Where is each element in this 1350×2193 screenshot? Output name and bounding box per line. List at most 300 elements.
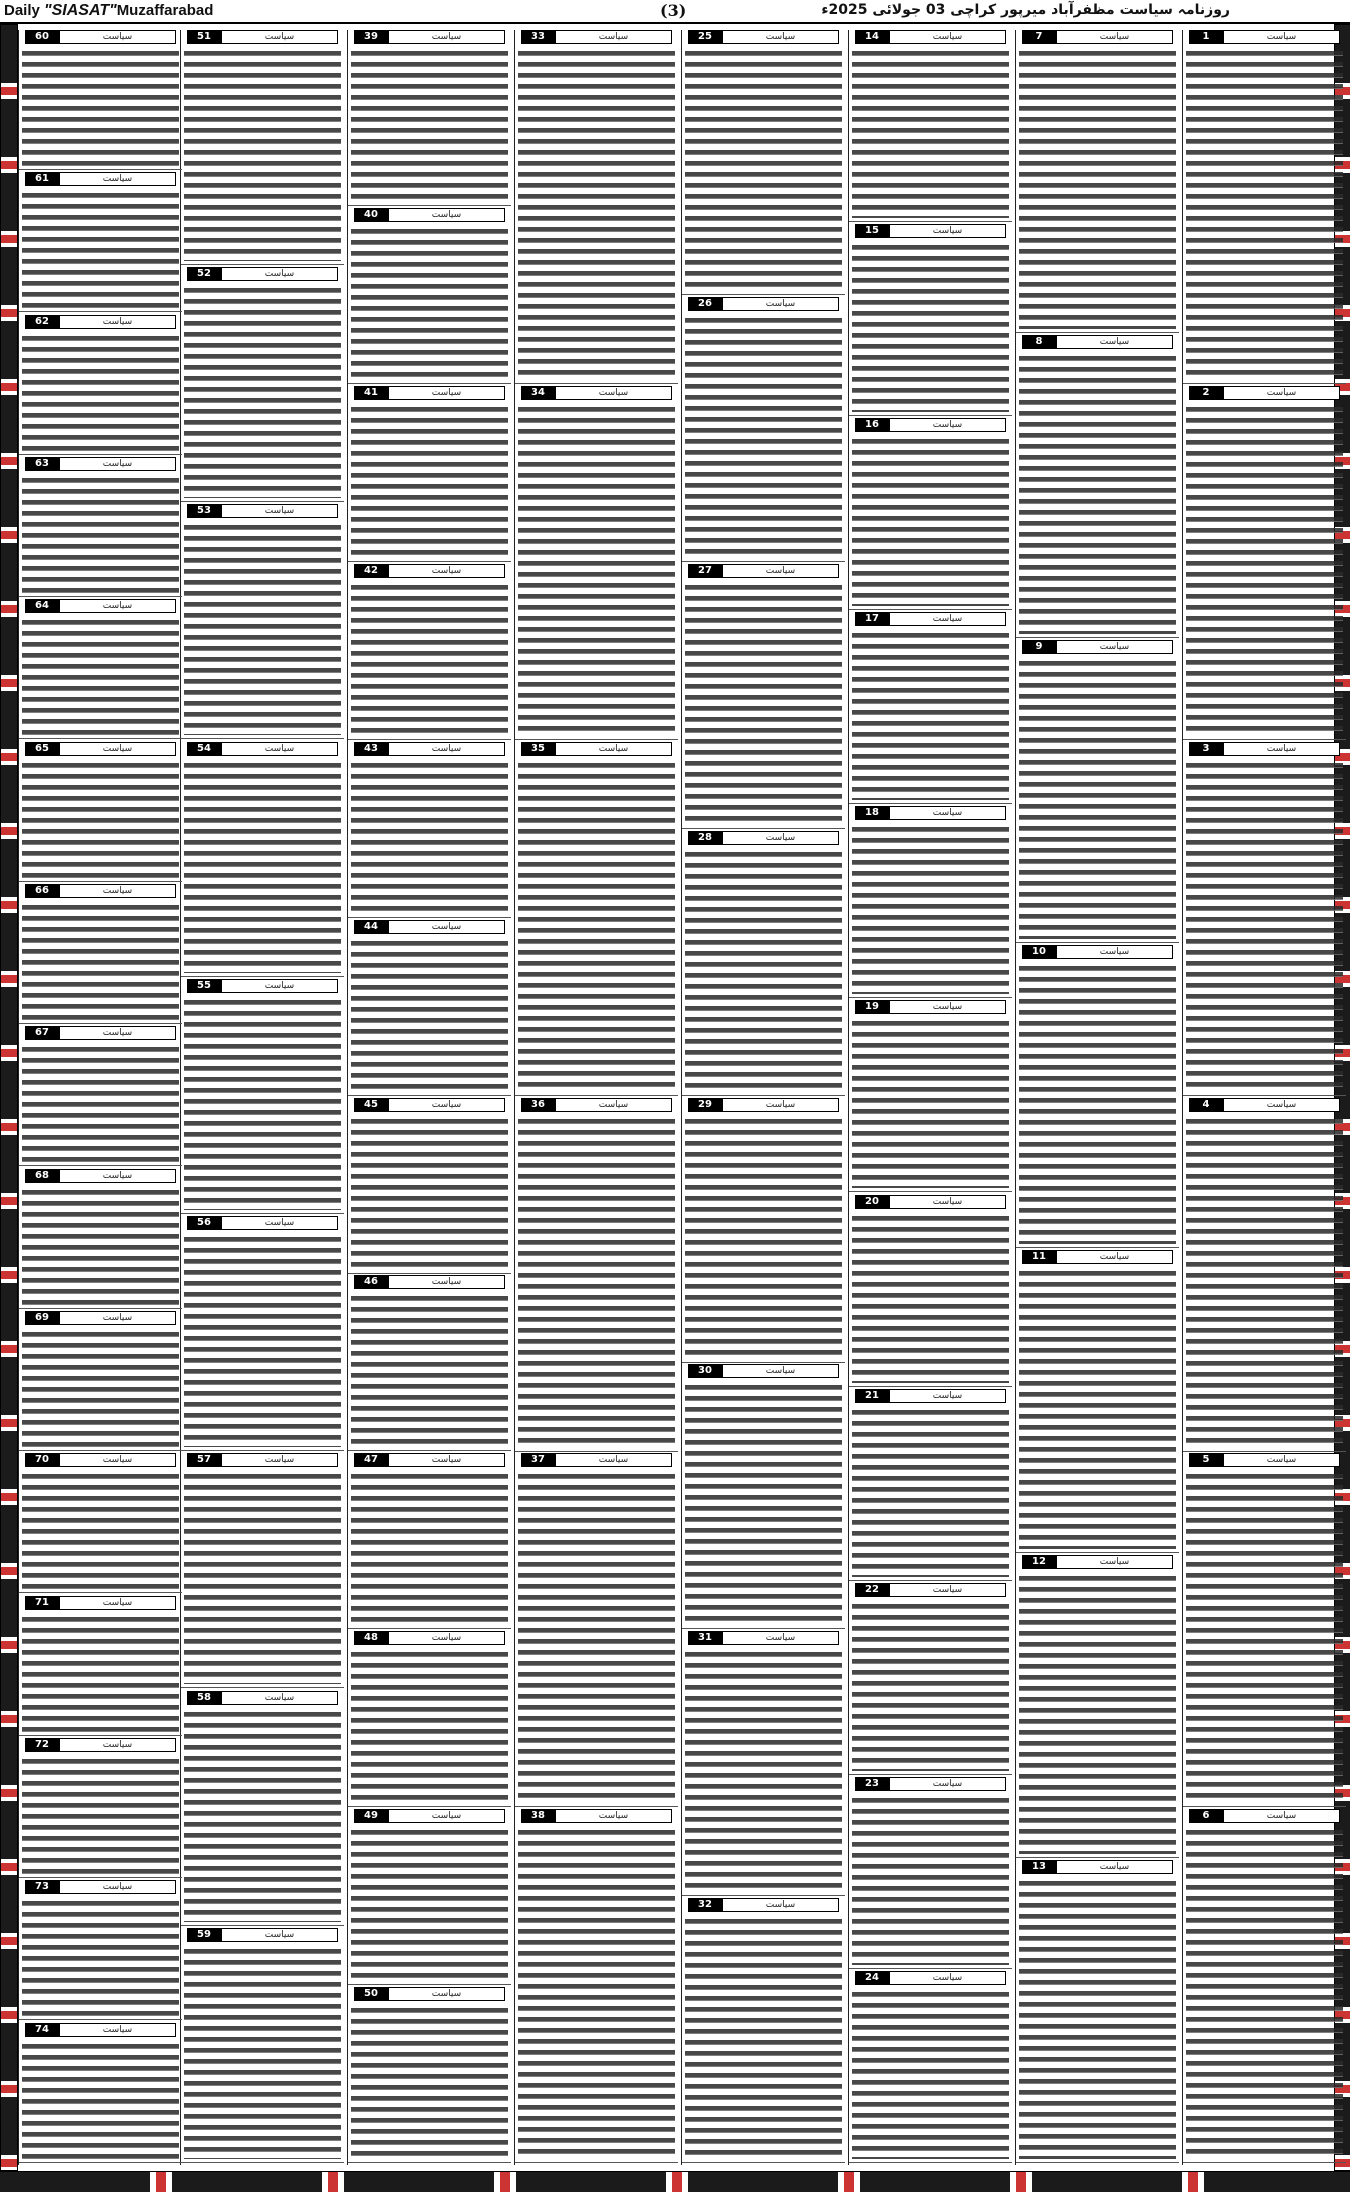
ad-separator	[181, 738, 344, 739]
ad-number: 32	[688, 1898, 722, 1912]
ad-label: سیاست	[889, 1000, 1006, 1014]
ad-separator	[19, 1592, 182, 1593]
ad-number: 60	[25, 30, 59, 44]
ad-label: سیاست	[221, 742, 338, 756]
ad-label: سیاست	[388, 1275, 505, 1289]
ad-header	[25, 599, 176, 613]
ad-header	[521, 1098, 672, 1112]
ad-header	[1022, 640, 1173, 654]
ad-label: سیاست	[1056, 945, 1173, 959]
ad-label: سیاست	[1056, 1250, 1173, 1264]
ad-header	[187, 1691, 338, 1705]
ad-number: 23	[855, 1777, 889, 1791]
ad-body-text	[852, 1407, 1009, 1577]
ad-separator	[19, 596, 182, 597]
ad-label: سیاست	[722, 30, 839, 44]
ad-header	[1022, 945, 1173, 959]
ad-number: 16	[855, 418, 889, 432]
ad-label: سیاست	[555, 30, 672, 44]
ad-number: 5	[1189, 1453, 1223, 1467]
ad-header	[688, 1098, 839, 1112]
ad-body-text	[22, 1898, 179, 2016]
ad-header	[25, 2023, 176, 2037]
newspaper-name: "SIASAT"	[44, 2, 117, 19]
ad-number: 64	[25, 599, 59, 613]
ad-header	[187, 742, 338, 756]
classified-column	[848, 30, 1012, 2165]
ad-header	[25, 30, 176, 44]
ad-label: سیاست	[388, 742, 505, 756]
ad-separator	[682, 1895, 845, 1896]
ad-label: سیاست	[555, 1453, 672, 1467]
ad-number: 67	[25, 1026, 59, 1040]
ad-header	[25, 742, 176, 756]
ad-separator	[348, 917, 511, 918]
ad-label: سیاست	[1056, 1555, 1173, 1569]
ad-body-text	[1019, 1878, 1176, 2159]
ad-body-text	[1186, 760, 1343, 1092]
ad-separator	[19, 1450, 182, 1451]
ad-label: سیاست	[221, 267, 338, 281]
ad-body-text	[184, 997, 341, 1210]
ad-label: سیاست	[59, 1311, 176, 1325]
ad-separator	[682, 1362, 845, 1363]
daily-label: Daily	[4, 2, 40, 19]
ad-body-text	[184, 1471, 341, 1684]
ad-label: سیاست	[889, 1389, 1006, 1403]
ad-body-text	[1186, 404, 1343, 736]
ad-separator	[849, 1968, 1012, 1969]
ad-label: سیاست	[1223, 1098, 1340, 1112]
ad-header	[521, 1809, 672, 1823]
ad-body-text	[852, 1795, 1009, 1965]
classified-column	[18, 30, 182, 2165]
ad-header	[1189, 742, 1340, 756]
ad-separator	[1183, 2162, 1346, 2163]
ad-separator	[348, 1450, 511, 1451]
ad-label: سیاست	[722, 1898, 839, 1912]
ad-header	[25, 1453, 176, 1467]
ad-header	[521, 1453, 672, 1467]
ad-number: 26	[688, 297, 722, 311]
ad-header	[1022, 30, 1173, 44]
ad-header	[855, 806, 1006, 820]
ad-number: 55	[187, 979, 221, 993]
ad-separator	[1016, 637, 1179, 638]
ad-body-text	[1019, 1268, 1176, 1549]
ad-number: 33	[521, 30, 555, 44]
ad-body-text	[685, 48, 842, 291]
ad-label: سیاست	[1223, 742, 1340, 756]
ad-header	[25, 884, 176, 898]
ad-body-text	[685, 315, 842, 558]
ad-number: 35	[521, 742, 555, 756]
ad-separator	[682, 1095, 845, 1096]
ad-label: سیاست	[221, 1691, 338, 1705]
ad-body-text	[22, 760, 179, 878]
ad-separator	[19, 881, 182, 882]
city-label: Muzaffarabad	[116, 2, 214, 19]
ad-number: 29	[688, 1098, 722, 1112]
ad-separator	[348, 1984, 511, 1985]
ad-number: 6	[1189, 1809, 1223, 1823]
ad-body-text	[22, 475, 179, 593]
ad-header	[521, 742, 672, 756]
ad-body-text	[1186, 1471, 1343, 1803]
ad-body-text	[518, 760, 675, 1092]
ad-header	[187, 1928, 338, 1942]
ad-body-text	[22, 190, 179, 308]
ad-body-text	[852, 630, 1009, 800]
ad-separator	[515, 1451, 678, 1452]
ad-body-text	[184, 285, 341, 498]
masthead-left	[4, 2, 213, 20]
ad-body-text	[22, 1329, 179, 1447]
ad-number: 73	[25, 1880, 59, 1894]
ad-header	[354, 1453, 505, 1467]
ad-body-text	[852, 1989, 1009, 2159]
ad-header	[25, 1169, 176, 1183]
ad-number: 22	[855, 1583, 889, 1597]
ad-header	[688, 1898, 839, 1912]
ad-separator	[181, 501, 344, 502]
ad-separator	[19, 454, 182, 455]
ad-separator	[19, 2162, 182, 2163]
ad-separator	[849, 2162, 1012, 2163]
ad-body-text	[518, 1116, 675, 1448]
ad-label: سیاست	[1223, 1809, 1340, 1823]
ad-body-text	[852, 242, 1009, 412]
ad-separator	[1183, 1095, 1346, 1096]
ad-header	[354, 386, 505, 400]
ad-number: 19	[855, 1000, 889, 1014]
ad-number: 38	[521, 1809, 555, 1823]
ad-number: 7	[1022, 30, 1056, 44]
ad-header	[688, 1631, 839, 1645]
ad-header	[1022, 1250, 1173, 1264]
classified-page	[0, 24, 1350, 2193]
ad-number: 65	[25, 742, 59, 756]
ad-separator	[682, 561, 845, 562]
ad-number: 10	[1022, 945, 1056, 959]
ad-separator	[348, 1273, 511, 1274]
ad-label: سیاست	[388, 1098, 505, 1112]
ad-header	[25, 1738, 176, 1752]
classified-column	[347, 30, 511, 2165]
ad-number: 21	[855, 1389, 889, 1403]
ad-label: سیاست	[1056, 640, 1173, 654]
ad-header	[688, 831, 839, 845]
ad-separator	[19, 1877, 182, 1878]
ad-label: سیاست	[221, 1928, 338, 1942]
ad-label: سیاست	[555, 1809, 672, 1823]
ad-body-text	[518, 1827, 675, 2159]
ad-number: 15	[855, 224, 889, 238]
ad-body-text	[685, 1382, 842, 1625]
ad-body-text	[351, 48, 508, 202]
ad-number: 62	[25, 315, 59, 329]
ad-label: سیاست	[59, 1026, 176, 1040]
ad-body-text	[1019, 963, 1176, 1244]
ad-body-text	[22, 333, 179, 451]
ad-separator	[515, 383, 678, 384]
ad-label: سیاست	[1056, 335, 1173, 349]
ad-body-text	[1186, 1116, 1343, 1448]
ad-separator	[19, 169, 182, 170]
ad-header	[25, 457, 176, 471]
ad-header	[1189, 30, 1340, 44]
ad-separator	[1016, 942, 1179, 943]
ad-body-text	[351, 226, 508, 380]
ad-separator	[19, 2019, 182, 2020]
ad-separator	[181, 1925, 344, 1926]
ad-header	[855, 30, 1006, 44]
ad-body-text	[22, 1614, 179, 1732]
ad-label: سیاست	[59, 1738, 176, 1752]
ad-header	[187, 1216, 338, 1230]
ad-separator	[348, 383, 511, 384]
ad-header	[187, 504, 338, 518]
ad-header	[855, 1777, 1006, 1791]
ad-label: سیاست	[1223, 386, 1340, 400]
ad-label: سیاست	[889, 30, 1006, 44]
ad-header	[354, 1275, 505, 1289]
ad-number: 4	[1189, 1098, 1223, 1112]
ad-number: 3	[1189, 742, 1223, 756]
ad-body-text	[22, 1187, 179, 1305]
left-border-strip	[0, 24, 18, 2171]
ad-label: سیاست	[388, 1809, 505, 1823]
ad-header	[521, 30, 672, 44]
ad-header	[354, 1098, 505, 1112]
ad-header	[187, 1453, 338, 1467]
ad-body-text	[22, 48, 179, 166]
ad-body-text	[518, 404, 675, 736]
ad-separator	[181, 976, 344, 977]
ad-label: سیاست	[59, 884, 176, 898]
ad-number: 49	[354, 1809, 388, 1823]
ad-body-text	[22, 1756, 179, 1874]
ad-body-text	[351, 1827, 508, 1981]
ad-body-text	[1019, 353, 1176, 634]
ad-separator	[515, 1095, 678, 1096]
ad-number: 41	[354, 386, 388, 400]
ad-body-text	[351, 2005, 508, 2159]
ad-header	[688, 297, 839, 311]
ad-label: سیاست	[555, 742, 672, 756]
ad-header	[354, 1987, 505, 2001]
ad-body-text	[1019, 658, 1176, 939]
ad-separator	[19, 738, 182, 739]
ad-body-text	[351, 1649, 508, 1803]
ad-number: 69	[25, 1311, 59, 1325]
ad-separator	[19, 1735, 182, 1736]
ad-number: 58	[187, 1691, 221, 1705]
ad-header	[25, 1596, 176, 1610]
ad-header	[855, 418, 1006, 432]
ad-body-text	[351, 938, 508, 1092]
ad-label: سیاست	[1056, 1860, 1173, 1874]
ad-header	[1022, 335, 1173, 349]
urdu-masthead: روزنامہ سیاست مظفرآباد میرپور کراچی 03 جولائی 2025ء	[821, 2, 1230, 18]
ad-separator	[849, 609, 1012, 610]
ad-body-text	[351, 404, 508, 558]
ad-label: سیاست	[722, 831, 839, 845]
ad-number: 68	[25, 1169, 59, 1183]
ad-separator	[682, 294, 845, 295]
ad-header	[855, 612, 1006, 626]
ad-separator	[181, 2162, 344, 2163]
ad-separator	[1016, 1552, 1179, 1553]
ad-header	[354, 564, 505, 578]
ad-number: 14	[855, 30, 889, 44]
ad-header	[187, 267, 338, 281]
ad-number: 43	[354, 742, 388, 756]
ad-separator	[348, 2162, 511, 2163]
ad-header	[354, 208, 505, 222]
ad-body-text	[685, 582, 842, 825]
ad-header	[354, 30, 505, 44]
classified-column	[1015, 30, 1179, 2165]
ad-number: 74	[25, 2023, 59, 2037]
ad-header	[521, 386, 672, 400]
ad-separator	[1183, 1451, 1346, 1452]
ad-label: سیاست	[889, 1583, 1006, 1597]
ad-header	[25, 1311, 176, 1325]
ad-header	[855, 1389, 1006, 1403]
ad-label: سیاست	[555, 1098, 672, 1112]
ad-separator	[515, 2162, 678, 2163]
ad-number: 2	[1189, 386, 1223, 400]
ad-label: سیاست	[59, 1169, 176, 1183]
ad-number: 17	[855, 612, 889, 626]
ad-number: 51	[187, 30, 221, 44]
ad-label: سیاست	[388, 1631, 505, 1645]
ad-body-text	[351, 1471, 508, 1625]
ad-separator	[181, 1450, 344, 1451]
ad-label: سیاست	[388, 564, 505, 578]
ad-number: 37	[521, 1453, 555, 1467]
ad-number: 18	[855, 806, 889, 820]
classified-column	[1182, 30, 1346, 2165]
ad-body-text	[351, 1116, 508, 1270]
ad-separator	[19, 1023, 182, 1024]
ad-separator	[849, 1580, 1012, 1581]
ad-label: سیاست	[221, 1216, 338, 1230]
ad-separator	[348, 205, 511, 206]
ad-label: سیاست	[722, 297, 839, 311]
ad-separator	[849, 997, 1012, 998]
ad-separator	[849, 803, 1012, 804]
ad-number: 31	[688, 1631, 722, 1645]
ad-label: سیاست	[388, 386, 505, 400]
ad-separator	[682, 1628, 845, 1629]
ad-separator	[348, 739, 511, 740]
ad-number: 40	[354, 208, 388, 222]
ad-number: 9	[1022, 640, 1056, 654]
ad-header	[354, 742, 505, 756]
ad-header	[354, 920, 505, 934]
ad-body-text	[1019, 48, 1176, 329]
ad-number: 36	[521, 1098, 555, 1112]
ad-number: 24	[855, 1971, 889, 1985]
ad-header	[688, 30, 839, 44]
ad-label: سیاست	[889, 418, 1006, 432]
ad-number: 63	[25, 457, 59, 471]
ad-header	[688, 1364, 839, 1378]
ad-body-text	[852, 824, 1009, 994]
ad-header	[25, 315, 176, 329]
ad-body-text	[22, 2041, 179, 2159]
ad-label: سیاست	[59, 599, 176, 613]
ad-number: 54	[187, 742, 221, 756]
ad-body-text	[852, 436, 1009, 606]
ad-label: سیاست	[221, 979, 338, 993]
classified-column	[514, 30, 678, 2165]
ad-number: 13	[1022, 1860, 1056, 1874]
ad-number: 42	[354, 564, 388, 578]
ad-header	[1189, 1098, 1340, 1112]
ad-body-text	[184, 1946, 341, 2159]
ad-separator	[19, 311, 182, 312]
ad-label: سیاست	[889, 612, 1006, 626]
ad-header	[354, 1809, 505, 1823]
ad-header	[855, 1195, 1006, 1209]
ad-number: 72	[25, 1738, 59, 1752]
ad-body-text	[1186, 1827, 1343, 2159]
ad-number: 48	[354, 1631, 388, 1645]
ad-label: سیاست	[59, 742, 176, 756]
ad-label: سیاست	[388, 1987, 505, 2001]
ad-label: سیاست	[722, 1364, 839, 1378]
ad-body-text	[1186, 48, 1343, 380]
ad-separator	[1016, 1247, 1179, 1248]
ad-header	[855, 1971, 1006, 1985]
ad-number: 59	[187, 1928, 221, 1942]
ad-label: سیاست	[59, 172, 176, 186]
ad-label: سیاست	[59, 1596, 176, 1610]
ad-body-text	[685, 1116, 842, 1359]
ad-separator	[682, 828, 845, 829]
ad-header	[187, 979, 338, 993]
ad-separator	[181, 264, 344, 265]
ad-header	[25, 1026, 176, 1040]
ad-separator	[849, 221, 1012, 222]
ad-header	[1022, 1555, 1173, 1569]
ad-separator	[849, 1774, 1012, 1775]
ad-label: سیاست	[889, 224, 1006, 238]
ad-header	[688, 564, 839, 578]
ad-separator	[849, 1191, 1012, 1192]
ad-separator	[1183, 739, 1346, 740]
ad-label: سیاست	[388, 30, 505, 44]
ad-label: سیاست	[889, 806, 1006, 820]
ad-label: سیاست	[59, 315, 176, 329]
ad-body-text	[852, 1213, 1009, 1383]
ad-body-text	[1019, 1573, 1176, 1854]
ad-number: 1	[1189, 30, 1223, 44]
ad-label: سیاست	[1223, 1453, 1340, 1467]
ad-separator	[181, 1687, 344, 1688]
ad-number: 39	[354, 30, 388, 44]
ad-header	[1189, 386, 1340, 400]
ad-number: 70	[25, 1453, 59, 1467]
classified-column	[180, 30, 344, 2165]
ad-number: 47	[354, 1453, 388, 1467]
ad-label: سیاست	[59, 457, 176, 471]
ad-body-text	[22, 902, 179, 1020]
ad-number: 52	[187, 267, 221, 281]
